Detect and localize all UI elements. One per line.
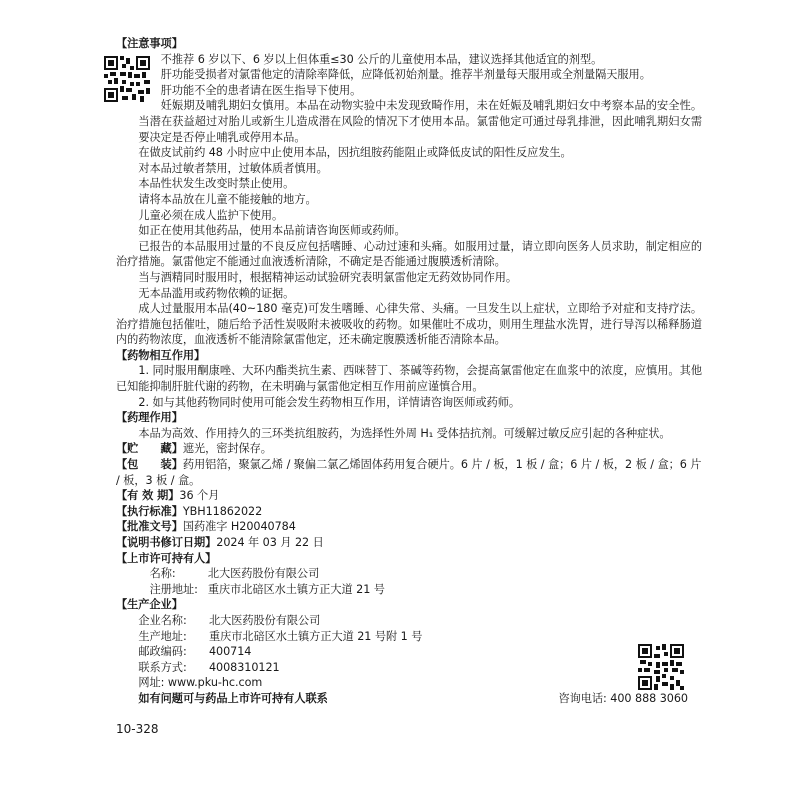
manufacturer-address-row [116, 629, 702, 645]
precaution-paragraph: 不推荐 6 岁以下、6 岁以上但体重≤30 公斤的儿童使用本品，建议选择其他适宜的剂型。 [160, 52, 603, 66]
manufacturer-website-row [116, 675, 702, 691]
approval-label: 【批准文号】 [116, 520, 183, 534]
interaction-paragraph: 2. 如与其他药物同时使用可能会发生药物相互作用，详情请咨询医师或药师。 [138, 395, 521, 409]
revision-label: 【说明书修订日期】 [116, 536, 217, 549]
manufacturer-name-row [116, 613, 702, 629]
storage-row [116, 441, 702, 457]
manufacturer-name-label: 企业名称: [138, 613, 187, 627]
manufacturer-phone-value: 4008310121 [208, 660, 280, 674]
storage-label: 【贮 藏】 [116, 442, 183, 456]
pharmacology-paragraph: 本品为高效、作用持久的三环类抗组胺药，为选择性外周 H₁ 受体拮抗剂。可缓解过敏反应引起的各种症状。 [138, 426, 671, 440]
holder-address-label: 注册地址: [149, 582, 198, 596]
manufacturer-postal-label: 邮政编码: [138, 645, 187, 659]
manufacturer-name-value: 北大医药股份有限公司 [208, 613, 321, 627]
manufacturer-phone-row [116, 660, 702, 676]
hotline-number: 400 888 3060 [610, 691, 688, 705]
page-number: 10-328 [116, 722, 159, 736]
precaution-paragraph: 请将本品放在儿童不能接触的地方。 [138, 192, 317, 206]
packaging-value: 药用铝箔，聚氯乙烯 / 聚偏二氯乙烯固体药用复合硬片。6 片 / 板，1 板 / 盒；6 片 / 板，2 板 / 盒；6 片 / 板，3 板 / 盒。 [116, 458, 702, 487]
interactions-heading: 【药物相互作用】 [116, 348, 206, 362]
interaction-paragraph: 1. 同时服用酮康唑、大环内酯类抗生素、西咪替丁、茶碱等药物，会提高氯雷他定在血浆中的浓度，应慎用。其他已知能抑制肝脏代谢的药物，在未明确与氯雷他定相互作用前应谨慎合用。 [116, 364, 702, 394]
hotline [559, 691, 689, 707]
precaution-paragraph: 对本品过敏者禁用，过敏体质者慎用。 [138, 161, 328, 175]
precaution-paragraph: 儿童必须在成人监护下使用。 [138, 208, 284, 222]
precaution-paragraph: 在做皮试前约 48 小时应中止使用本品，因抗组胺药能阻止或降低皮试的阳性反应发生。 [138, 146, 572, 160]
storage-value: 遮光，密封保存。 [182, 442, 272, 456]
validity-value: 36 个月 [179, 489, 220, 503]
manufacturer-phone-label: 联系方式: [138, 660, 187, 674]
precaution-paragraph: 肝功能受损者对氯雷他定的清除率降低，应降低初始剂量。推荐半剂量每天服用或全剂量隔天服用。 [160, 68, 651, 82]
standard-label: 【执行标准】 [116, 504, 183, 518]
packaging-row [116, 457, 702, 488]
approval-row [116, 519, 702, 535]
precaution-paragraph: 无本品滥用或药物依赖的证据。 [138, 286, 295, 300]
standard-row [116, 504, 702, 520]
packaging-label: 【包 装】 [116, 458, 183, 472]
standard-value: YBH11862022 [182, 504, 263, 518]
holder-heading: 【上市许可持有人】 [116, 551, 217, 565]
manufacturer-website-link[interactable]: www.pku-hc.com [167, 676, 263, 690]
precautions-heading: 【注意事项】 [116, 37, 183, 50]
holder-address-value: 重庆市北碚区水土镇方正大道 21 号 [207, 582, 385, 596]
precaution-paragraph: 已报告的本品服用过量的不良反应包括嗜睡、心动过速和头痛。如服用过量，请立即向医务人员求助，制定相应的治疗措施。氯雷他定不能通过血液透析清除，不确定是否能通过腹膜透析清除。 [116, 239, 702, 269]
validity-label: 【有 效 期】 [116, 489, 180, 503]
precaution-paragraph: 肝功能不全的患者请在医生指导下使用。 [160, 83, 362, 97]
manufacturer-address-label: 生产地址: [138, 629, 187, 643]
precaution-paragraph: 本品性状发生改变时禁止使用。 [138, 177, 295, 191]
holder-name-label: 名称: [149, 567, 176, 581]
holder-address-row [116, 582, 702, 598]
revision-value: 2024 年 03 月 22 日 [216, 536, 324, 549]
hotline-label: 咨询电话: [558, 691, 607, 705]
pharmacology-heading: 【药理作用】 [116, 411, 183, 425]
manufacturer-postal-value: 400714 [208, 645, 252, 659]
insert-text-column [116, 36, 702, 707]
manufacturer-heading: 【生产企业】 [116, 598, 183, 612]
contact-footer [116, 691, 702, 707]
revision-row [116, 535, 702, 551]
manufacturer-address-value: 重庆市北碚区水土镇方正大道 21 号附 1 号 [208, 629, 423, 643]
contact-note: 如有问题可与药品上市许可持有人联系 [138, 691, 328, 705]
manufacturer-postal-row [116, 644, 702, 660]
holder-name-value: 北大医药股份有限公司 [207, 567, 320, 581]
approval-value: 国药准字 H20040784 [182, 520, 296, 534]
precaution-paragraph: 妊娠期及哺乳期妇女慎用。本品在动物实验中未发现致畸作用，未在妊娠及哺乳期妇女中考察本品的安全性。当潜在获益超过对胎儿或新生儿造成潜在风险的情况下才使用本品。氯雷他定可通过母乳排泄，因此哺乳期妇女需要决定是否停止哺乳或停用本品。 [138, 99, 702, 144]
manufacturer-website-label: 网址: [138, 676, 165, 690]
precaution-paragraph: 当与酒精同时服用时，根据精神运动试验研究表明氯雷他定无药效协同作用。 [138, 270, 518, 284]
validity-row [116, 488, 702, 504]
precaution-paragraph: 成人过量服用本品(40~180 毫克)可发生嗜睡、心律失常、头痛。一旦发生以上症状，立即给予对症和支持疗法。治疗措施包括催吐，随后给予活性炭吸附未被吸收的药物。如果催吐不成功，则用生理盐水洗胃，进行导泻以稀释肠道内的药物浓度，血液透析不能清除氯雷他定，还未确定腹膜透析能否清除本品。 [116, 302, 702, 347]
precaution-paragraph: 如正在使用其他药品，使用本品前请咨询医师或药师。 [138, 224, 406, 238]
holder-name-row [116, 566, 702, 582]
